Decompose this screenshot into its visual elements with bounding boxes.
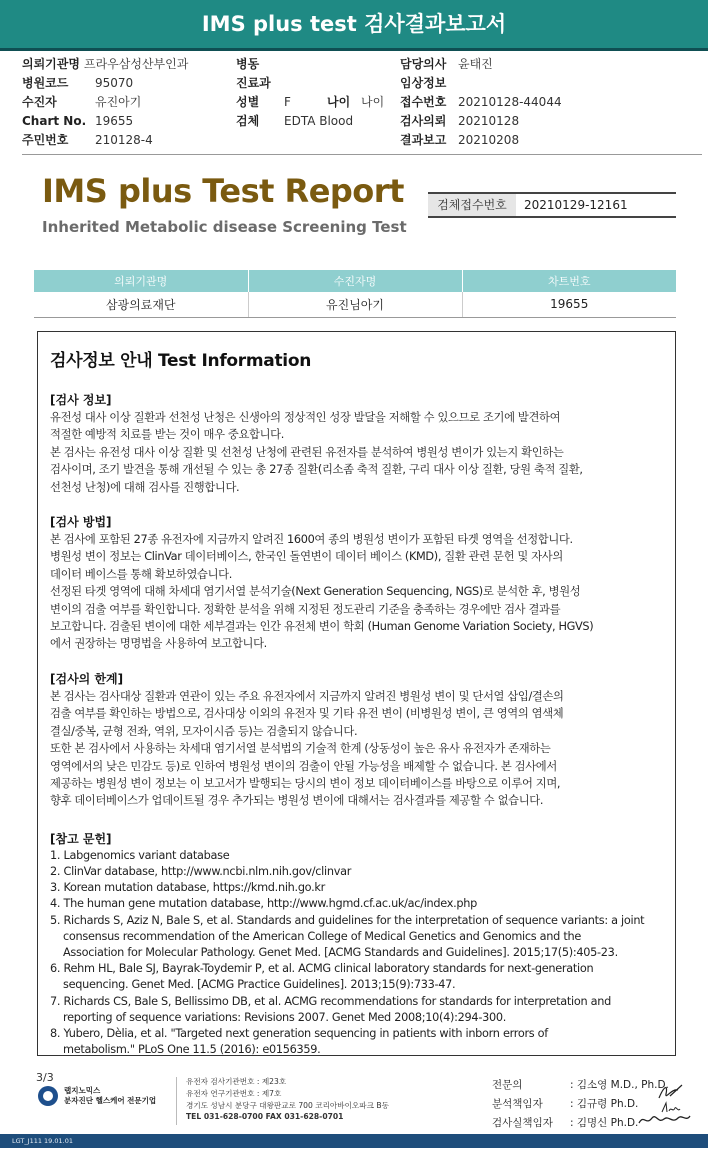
info-label: 병원코드 bbox=[22, 76, 69, 90]
summary-header-chart: 차트번호 bbox=[462, 270, 676, 292]
section-heading: [검사의 한계] bbox=[50, 671, 124, 686]
summary-cell-patient: 유진님아기 bbox=[248, 292, 462, 317]
spacer bbox=[50, 653, 663, 670]
reference-text: Korean mutation database, https://kmd.nih.go.kr bbox=[63, 881, 325, 895]
info-request-date bbox=[400, 112, 520, 130]
info-value: 20210128 bbox=[458, 114, 520, 128]
reference-text: ClinVar database, http://www.ncbi.nlm.nih.gov/clinvar bbox=[63, 864, 352, 878]
reference-text: metabolism." PLoS One 11.5 (2016): e0156359. bbox=[63, 1043, 321, 1057]
institution-info bbox=[186, 1076, 389, 1123]
signer-name: : 김규령 Ph.D. bbox=[570, 1098, 639, 1110]
summary-header-row bbox=[34, 270, 676, 292]
summary-header-patient: 수진자명 bbox=[248, 270, 462, 292]
document-code: LGT_J111 19.01.01 bbox=[12, 1137, 73, 1145]
signer-role: 검사실책임자 bbox=[492, 1117, 553, 1129]
summary-cell-chart: 19655 bbox=[462, 292, 676, 317]
info-label: 결과보고 bbox=[400, 133, 447, 147]
info-value: 95070 bbox=[95, 76, 134, 90]
info-clinical bbox=[400, 74, 446, 92]
reference-text: reporting of sequence variations: Revisions 2007. Genet Med 2008;10(4):294-300. bbox=[63, 1010, 507, 1024]
reference-number: 4. bbox=[50, 897, 61, 911]
paragraph-line: 선천성 난청)에 대해 검사를 진행합니다. bbox=[50, 480, 240, 494]
table-row bbox=[34, 292, 676, 317]
paragraph-line: 병원성 변이 정보는 ClinVar 데이터베이스, 한국인 돌연변이 데이터 베이스 (KMD), 질환 관련 문헌 및 자사의 bbox=[50, 550, 563, 564]
paragraph-line: 유전성 대사 이상 질환과 선천성 난청은 신생아의 정상적인 성장 발달을 저해할 수 있으므로 조기에 발견하여 bbox=[50, 411, 561, 424]
paragraph-line: 에서 권장하는 명명법을 사용하여 보고합니다. bbox=[50, 637, 267, 651]
info-value: 프라우삼성산부인과 bbox=[84, 57, 189, 71]
paragraph-line: 본 검사는 검사대상 질환과 연관이 있는 주요 유전자에서 지금까지 알려진 병원성 변이 및 단서열 삽입/결손의 bbox=[50, 689, 564, 703]
spacer bbox=[50, 810, 663, 830]
list-item bbox=[50, 961, 663, 993]
section-test-limits bbox=[50, 670, 663, 810]
logo-mark-icon bbox=[38, 1086, 58, 1106]
info-ward bbox=[236, 55, 259, 73]
signer-name: : 김명신 Ph.D. bbox=[570, 1117, 639, 1129]
reference-text: Association for Molecular Pathology. Genet Med. [ACMG Standards and Guidelines]. 2015;17(5):405-23. bbox=[63, 945, 618, 959]
institution-line: 유전자 연구기관번호 : 제7호 bbox=[186, 1088, 282, 1098]
signer-role: 분석책임자 bbox=[492, 1098, 543, 1110]
summary-cell-institution: 삼광의료재단 bbox=[34, 292, 248, 317]
test-information-box bbox=[37, 331, 676, 1056]
accession-value: 20210129-12161 bbox=[524, 198, 628, 212]
report-title: IMS plus Test Report bbox=[42, 172, 404, 210]
paragraph-line: 검사이며, 조기 발견을 통해 개선될 수 있는 총 27종 질환(리소좀 축적 질환, 구리 대사 이상 질환, 당원 축적 질환, bbox=[50, 463, 583, 477]
page-number: 3/3 bbox=[36, 1071, 54, 1084]
summary-table bbox=[34, 270, 676, 318]
reference-number: 8. bbox=[50, 1026, 61, 1040]
reference-text: Yubero, Dèlia, et al. "Targeted next generation sequencing in patients with inborn errors of bbox=[63, 1026, 548, 1040]
info-label: 검체 bbox=[236, 114, 260, 128]
info-age bbox=[327, 93, 385, 111]
info-doctor bbox=[400, 55, 493, 73]
reference-number: 2. bbox=[50, 864, 61, 878]
paragraph-line: 향후 데이터베이스가 업데이트될 경우 추가되는 병원성 변이에 대해서는 검사결과를 제공할 수 없습니다. bbox=[50, 794, 544, 808]
info-label: 병동 bbox=[236, 57, 260, 71]
section-heading: [검사 방법] bbox=[50, 515, 112, 530]
paragraph-line: 데이터 베이스를 통해 확보하였습니다. bbox=[50, 567, 232, 581]
reference-text: The human gene mutation database, http://www.hgmd.cf.ac.uk/ac/index.php bbox=[63, 897, 478, 911]
reference-number: 7. bbox=[50, 994, 61, 1008]
info-label: Chart No. bbox=[22, 114, 87, 128]
info-requesting-institution bbox=[22, 55, 189, 73]
info-value: 나이 bbox=[361, 95, 385, 109]
info-value: 210128-4 bbox=[95, 133, 153, 147]
paragraph-line: 변이의 검출 여부를 확인합니다. 정확한 분석을 위해 지정된 정도관리 기준을 충족하는 경우에만 검사 결과를 bbox=[50, 602, 561, 616]
reference-number: 1. bbox=[50, 848, 61, 862]
reference-text: Labgenomics variant database bbox=[63, 848, 230, 862]
info-label: 의뢰기관명 bbox=[22, 57, 80, 71]
info-hospital-code bbox=[22, 74, 134, 92]
info-value: F bbox=[284, 95, 291, 109]
reference-number: 3. bbox=[50, 881, 61, 895]
paragraph-line: 선정된 타겟 영역에 대해 차세대 염기서열 분석기술(Next Generation Sequencing, NGS)로 분석한 후, 병원성 bbox=[50, 585, 581, 599]
info-label: 주민번호 bbox=[22, 133, 69, 147]
info-report-date bbox=[400, 131, 520, 149]
info-label: 임상정보 bbox=[400, 76, 447, 90]
logo-name: 랩지노믹스 bbox=[64, 1086, 101, 1095]
paragraph-line: 본 검사에 포함된 27종 유전자에 지금까지 알려진 1600여 종의 병원성 변이가 포함된 타겟 영역을 선정합니다. bbox=[50, 533, 573, 547]
info-label: 수진자 bbox=[22, 95, 57, 109]
accession-box bbox=[428, 192, 676, 218]
institution-line: 유전자 검사기관번호 : 제23호 bbox=[186, 1077, 287, 1086]
accession-label: 검체접수번호 bbox=[428, 194, 516, 216]
paragraph-line: 검출 여부를 확인하는 방법으로, 검사대상 이외의 유전자 및 기타 유전 변이 (비병원성 변이, 큰 영역의 염색체 bbox=[50, 707, 564, 721]
test-information-title: 검사정보 안내 Test Information bbox=[50, 351, 312, 371]
signer-name: : 김소영 M.D., Ph.D. bbox=[570, 1079, 669, 1091]
info-divider bbox=[22, 154, 702, 155]
info-value: 윤태진 bbox=[458, 57, 493, 71]
info-sex bbox=[236, 93, 291, 111]
info-label: 접수번호 bbox=[400, 95, 447, 109]
info-value: 20210208 bbox=[458, 133, 520, 147]
info-label: 검사의뢰 bbox=[400, 114, 447, 128]
reference-text: sequencing. Genet Med. [ACMG Practice Guidelines]. 2013;15(9):733-47. bbox=[63, 978, 456, 992]
logo-tagline: 분자진단 헬스케어 전문기업 bbox=[64, 1096, 157, 1105]
header-rule bbox=[0, 48, 708, 51]
summary-header-institution: 의뢰기관명 bbox=[34, 270, 248, 292]
footer-bar bbox=[0, 1134, 708, 1148]
info-label: 담당의사 bbox=[400, 57, 447, 71]
footer-divider bbox=[176, 1077, 177, 1125]
info-department bbox=[236, 74, 271, 92]
institution-contact: TEL 031-628-0700 FAX 031-628-0701 bbox=[186, 1112, 344, 1122]
info-value: 20210128-44044 bbox=[458, 95, 562, 109]
reference-text: Richards S, Aziz N, Bale S, et al. Standards and guidelines for the interpretation of sequence variants: a joint bbox=[63, 913, 645, 927]
section-references bbox=[50, 830, 663, 1059]
report-subtitle: Inherited Metabolic disease Screening Test bbox=[42, 218, 407, 236]
list-item bbox=[50, 1026, 663, 1058]
signature-1 bbox=[656, 1082, 686, 1102]
info-receipt-no bbox=[400, 93, 562, 111]
paragraph-line: 결실/중복, 균형 전좌, 역위, 모자이시즘 등)는 검출되지 않습니다. bbox=[50, 724, 358, 738]
signature-3 bbox=[636, 1108, 692, 1128]
reference-text: Richards CS, Bale S, Bellissimo DB, et al. ACMG recommendations for standards for interpretation and bbox=[63, 994, 611, 1008]
info-chart-no bbox=[22, 112, 134, 130]
list-item bbox=[50, 994, 663, 1026]
list-item bbox=[50, 848, 663, 864]
info-resident-no bbox=[22, 131, 153, 149]
section-heading: [검사 정보] bbox=[50, 393, 112, 407]
paragraph-line: 보고합니다. 검출된 변이에 대한 세부결과는 인간 유전체 변이 학회 (Human Genome Variation Society, HGVS) bbox=[50, 620, 594, 634]
reference-number: 6. bbox=[50, 962, 61, 976]
list-item bbox=[50, 896, 663, 912]
paragraph-line: 제공하는 병원성 변이 정보는 이 보고서가 발행되는 당시의 변이 정보 데이터베이스를 바탕으로 이루어 지며, bbox=[50, 776, 561, 790]
paragraph-line: 본 검사는 유전성 대사 이상 질환 및 선천성 난청에 관련된 유전자를 분석하여 병원성 변이가 있는지 확인하는 bbox=[50, 445, 564, 459]
list-item bbox=[50, 880, 663, 896]
info-value: EDTA Blood bbox=[284, 114, 354, 128]
info-value: 19655 bbox=[95, 114, 134, 128]
info-label: 진료과 bbox=[236, 76, 271, 90]
list-item bbox=[50, 864, 663, 880]
paragraph-line: 또한 본 검사에서 사용하는 차세대 염기서열 분석법의 기술적 한계 (상동성이 높은 유사 유전자가 존재하는 bbox=[50, 742, 551, 756]
logo-text bbox=[64, 1086, 156, 1106]
reference-number: 5. bbox=[50, 913, 61, 927]
info-label: 성별 bbox=[236, 95, 260, 109]
section-test-method bbox=[50, 513, 663, 653]
section-test-info bbox=[50, 391, 663, 496]
reference-text: Rehm HL, Bale SJ, Bayrak-Toydemir P, et al. ACMG clinical laboratory standards for next-generation bbox=[63, 962, 594, 976]
info-label: 나이 bbox=[327, 95, 351, 109]
report-header-title: IMS plus test 검사결과보고서 bbox=[0, 0, 708, 48]
institution-address: 경기도 성남시 분당구 대왕판교로 700 코리아바이오파크 B동 bbox=[186, 1100, 389, 1110]
paragraph-line: 적절한 예방적 치료를 받는 것이 매우 중요합니다. bbox=[50, 428, 284, 442]
info-value: 유진아기 bbox=[95, 95, 142, 109]
list-item bbox=[50, 913, 663, 962]
reference-list bbox=[50, 848, 663, 1059]
info-patient bbox=[22, 93, 142, 111]
info-specimen bbox=[236, 112, 354, 130]
reference-text: consensus recommendation of the American College of Medical Genetics and Genomics and the bbox=[63, 929, 581, 943]
section-heading: [참고 문헌] bbox=[50, 831, 112, 846]
spacer bbox=[50, 496, 663, 513]
paragraph-line: 영역에서의 낮은 민감도 등)로 인하여 병원성 변이의 검출이 안될 가능성을 배제할 수 없습니다. 본 검사에서 bbox=[50, 759, 557, 773]
signer-role: 전문의 bbox=[492, 1079, 523, 1091]
